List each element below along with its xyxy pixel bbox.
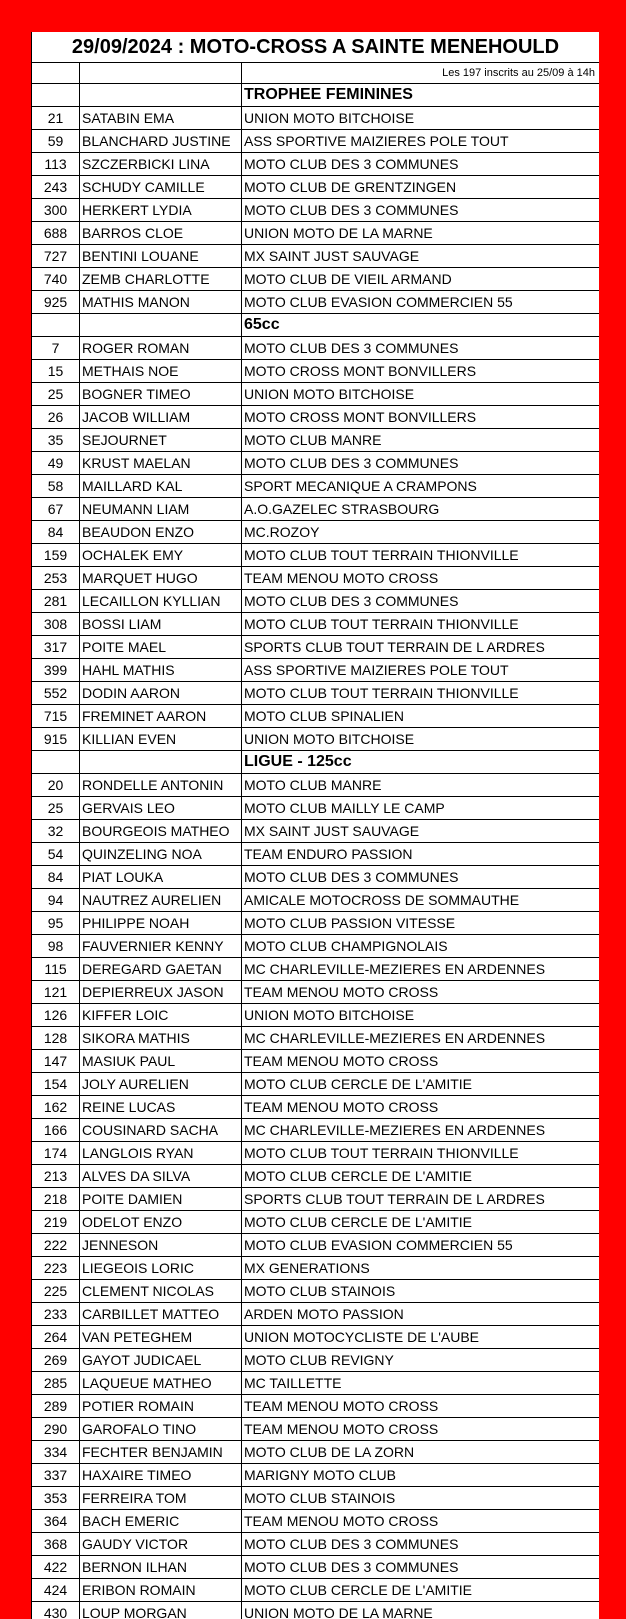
club-name: TEAM MENOU MOTO CROSS <box>242 1395 600 1418</box>
race-number: 688 <box>32 222 80 245</box>
club-name: UNION MOTO BITCHOISE <box>242 107 600 130</box>
club-name: MOTO CLUB REVIGNY <box>242 1349 600 1372</box>
club-name: MOTO CLUB STAINOIS <box>242 1280 600 1303</box>
table-row <box>32 1579 600 1602</box>
club-name: MOTO CLUB CERCLE DE L'AMITIE <box>242 1211 600 1234</box>
club-name: MOTO CLUB DES 3 COMMUNES <box>242 590 600 613</box>
race-number: 174 <box>32 1142 80 1165</box>
table-row <box>32 383 600 406</box>
club-name: MOTO CLUB MANRE <box>242 429 600 452</box>
table-row <box>32 1211 600 1234</box>
club-name: MOTO CLUB DES 3 COMMUNES <box>242 866 600 889</box>
table-row <box>32 1188 600 1211</box>
table-row <box>32 245 600 268</box>
rider-name: HAHL MATHIS <box>80 659 242 682</box>
rider-name: REINE LUCAS <box>80 1096 242 1119</box>
rider-name: DODIN AARON <box>80 682 242 705</box>
race-number: 223 <box>32 1257 80 1280</box>
category-header-row <box>32 84 600 107</box>
race-number: 113 <box>32 153 80 176</box>
subtitle-row <box>32 63 600 84</box>
rider-name: SCHUDY CAMILLE <box>80 176 242 199</box>
club-name: MOTO CLUB STAINOIS <box>242 1487 600 1510</box>
club-name: MOTO CLUB MANRE <box>242 774 600 797</box>
table-row <box>32 1510 600 1533</box>
race-number: 25 <box>32 383 80 406</box>
rider-name: OCHALEK EMY <box>80 544 242 567</box>
table-row <box>32 567 600 590</box>
race-number: 84 <box>32 521 80 544</box>
table-row <box>32 130 600 153</box>
club-name: AMICALE MOTOCROSS DE SOMMAUTHE <box>242 889 600 912</box>
club-name: MOTO CLUB DE LA ZORN <box>242 1441 600 1464</box>
race-number: 49 <box>32 452 80 475</box>
rider-name: BLANCHARD JUSTINE <box>80 130 242 153</box>
table-row <box>32 1533 600 1556</box>
race-number: 126 <box>32 1004 80 1027</box>
club-name: MOTO CLUB TOUT TERRAIN THIONVILLE <box>242 1142 600 1165</box>
blank-cell <box>80 84 242 107</box>
race-number: 552 <box>32 682 80 705</box>
category-header-row <box>32 751 600 774</box>
rider-name: ALVES DA SILVA <box>80 1165 242 1188</box>
rider-name: KILLIAN EVEN <box>80 728 242 751</box>
rider-name: CARBILLET MATTEO <box>80 1303 242 1326</box>
table-row <box>32 1027 600 1050</box>
table-row <box>32 337 600 360</box>
race-number: 364 <box>32 1510 80 1533</box>
race-number: 213 <box>32 1165 80 1188</box>
table-row <box>32 1441 600 1464</box>
race-number: 67 <box>32 498 80 521</box>
race-number: 353 <box>32 1487 80 1510</box>
club-name: MOTO CROSS MONT BONVILLERS <box>242 360 600 383</box>
entry-table <box>31 32 599 1619</box>
rider-name: HERKERT LYDIA <box>80 199 242 222</box>
club-name: MOTO CLUB EVASION COMMERCIEN 55 <box>242 1234 600 1257</box>
club-name: MC TAILLETTE <box>242 1372 600 1395</box>
table-row <box>32 843 600 866</box>
race-number: 84 <box>32 866 80 889</box>
table-row <box>32 475 600 498</box>
club-name: MC CHARLEVILLE-MEZIERES EN ARDENNES <box>242 1027 600 1050</box>
club-name: UNION MOTO BITCHOISE <box>242 1004 600 1027</box>
table-row <box>32 705 600 728</box>
race-number: 225 <box>32 1280 80 1303</box>
race-number: 915 <box>32 728 80 751</box>
club-name: MOTO CLUB PASSION VITESSE <box>242 912 600 935</box>
rider-name: LAQUEUE MATHEO <box>80 1372 242 1395</box>
club-name: MOTO CLUB SPINALIEN <box>242 705 600 728</box>
table-row <box>32 1464 600 1487</box>
rider-name: MATHIS MANON <box>80 291 242 314</box>
table-row <box>32 498 600 521</box>
race-number: 715 <box>32 705 80 728</box>
race-number: 337 <box>32 1464 80 1487</box>
category-header-row <box>32 314 600 337</box>
club-name: MX SAINT JUST SAUVAGE <box>242 820 600 843</box>
race-number: 21 <box>32 107 80 130</box>
table-row <box>32 1257 600 1280</box>
table-row <box>32 935 600 958</box>
table-row <box>32 268 600 291</box>
race-number: 424 <box>32 1579 80 1602</box>
table-row <box>32 1326 600 1349</box>
category-title: TROPHEE FEMININES <box>242 84 600 107</box>
rider-name: FECHTER BENJAMIN <box>80 1441 242 1464</box>
table-row <box>32 452 600 475</box>
rider-name: QUINZELING NOA <box>80 843 242 866</box>
race-number: 15 <box>32 360 80 383</box>
club-name: ASS SPORTIVE MAIZIERES POLE TOUT <box>242 659 600 682</box>
table-row <box>32 360 600 383</box>
table-row <box>32 774 600 797</box>
club-name: MOTO CLUB DES 3 COMMUNES <box>242 199 600 222</box>
club-name: UNION MOTOCYCLISTE DE L'AUBE <box>242 1326 600 1349</box>
rider-name: GAROFALO TINO <box>80 1418 242 1441</box>
table-row <box>32 1372 600 1395</box>
race-number: 925 <box>32 291 80 314</box>
race-number: 222 <box>32 1234 80 1257</box>
page-title: 29/09/2024 : MOTO-CROSS A SAINTE MENEHOULD <box>32 32 600 63</box>
race-number: 289 <box>32 1395 80 1418</box>
rider-name: BARROS CLOE <box>80 222 242 245</box>
rider-name: JACOB WILLIAM <box>80 406 242 429</box>
rider-name: LECAILLON KYLLIAN <box>80 590 242 613</box>
rider-name: HAXAIRE TIMEO <box>80 1464 242 1487</box>
rider-name: CLEMENT NICOLAS <box>80 1280 242 1303</box>
rider-name: ERIBON ROMAIN <box>80 1579 242 1602</box>
table-row <box>32 1602 600 1619</box>
table-row <box>32 1004 600 1027</box>
club-name: TEAM MENOU MOTO CROSS <box>242 567 600 590</box>
blank-cell <box>32 84 80 107</box>
table-row <box>32 1050 600 1073</box>
race-number: 35 <box>32 429 80 452</box>
club-name: ARDEN MOTO PASSION <box>242 1303 600 1326</box>
race-number: 253 <box>32 567 80 590</box>
club-name: MARIGNY MOTO CLUB <box>242 1464 600 1487</box>
table-row <box>32 636 600 659</box>
club-name: SPORT MECANIQUE A CRAMPONS <box>242 475 600 498</box>
race-number: 32 <box>32 820 80 843</box>
table-row <box>32 866 600 889</box>
club-name: MOTO CLUB CERCLE DE L'AMITIE <box>242 1579 600 1602</box>
rider-name: RONDELLE ANTONIN <box>80 774 242 797</box>
table-row <box>32 682 600 705</box>
table-row <box>32 797 600 820</box>
table-row <box>32 406 600 429</box>
race-number: 317 <box>32 636 80 659</box>
category-title: 65cc <box>242 314 600 337</box>
club-name: MOTO CLUB EVASION COMMERCIEN 55 <box>242 291 600 314</box>
table-row <box>32 613 600 636</box>
table-row <box>32 981 600 1004</box>
club-name: TEAM ENDURO PASSION <box>242 843 600 866</box>
club-name: TEAM MENOU MOTO CROSS <box>242 1096 600 1119</box>
rider-name: COUSINARD SACHA <box>80 1119 242 1142</box>
table-row <box>32 1556 600 1579</box>
race-number: 154 <box>32 1073 80 1096</box>
rider-name: SIKORA MATHIS <box>80 1027 242 1050</box>
rider-name: KIFFER LOIC <box>80 1004 242 1027</box>
club-name: MOTO CLUB TOUT TERRAIN THIONVILLE <box>242 613 600 636</box>
race-number: 219 <box>32 1211 80 1234</box>
race-number: 368 <box>32 1533 80 1556</box>
rider-name: LIEGEOIS LORIC <box>80 1257 242 1280</box>
blank-cell <box>80 314 242 337</box>
race-number: 7 <box>32 337 80 360</box>
table-row <box>32 1234 600 1257</box>
rider-name: GAUDY VICTOR <box>80 1533 242 1556</box>
club-name: UNION MOTO DE LA MARNE <box>242 222 600 245</box>
rider-name: DEPIERREUX JASON <box>80 981 242 1004</box>
club-name: MOTO CLUB DE GRENTZINGEN <box>242 176 600 199</box>
race-number: 115 <box>32 958 80 981</box>
rider-name: FREMINET AARON <box>80 705 242 728</box>
club-name: UNION MOTO BITCHOISE <box>242 728 600 751</box>
rider-name: NEUMANN LIAM <box>80 498 242 521</box>
rider-name: SATABIN EMA <box>80 107 242 130</box>
table-row <box>32 1165 600 1188</box>
rider-name: PIAT LOUKA <box>80 866 242 889</box>
race-number: 233 <box>32 1303 80 1326</box>
rider-name: MAILLARD KAL <box>80 475 242 498</box>
rider-name: FAUVERNIER KENNY <box>80 935 242 958</box>
race-number: 58 <box>32 475 80 498</box>
table-row <box>32 912 600 935</box>
rider-name: ODELOT ENZO <box>80 1211 242 1234</box>
club-name: UNION MOTO DE LA MARNE <box>242 1602 600 1619</box>
race-number: 422 <box>32 1556 80 1579</box>
rider-name: NAUTREZ AURELIEN <box>80 889 242 912</box>
rider-name: FERREIRA TOM <box>80 1487 242 1510</box>
race-number: 264 <box>32 1326 80 1349</box>
club-name: MOTO CLUB DES 3 COMMUNES <box>242 153 600 176</box>
rider-name: SZCZERBICKI LINA <box>80 153 242 176</box>
club-name: SPORTS CLUB TOUT TERRAIN DE L ARDRES <box>242 1188 600 1211</box>
rider-name: BERNON ILHAN <box>80 1556 242 1579</box>
rider-name: GERVAIS LEO <box>80 797 242 820</box>
rider-name: PHILIPPE NOAH <box>80 912 242 935</box>
race-number: 162 <box>32 1096 80 1119</box>
rider-name: DEREGARD GAETAN <box>80 958 242 981</box>
table-row <box>32 1487 600 1510</box>
table-row <box>32 889 600 912</box>
table-row <box>32 1073 600 1096</box>
registration-note: Les 197 inscrits au 25/09 à 14h <box>242 63 600 84</box>
club-name: MOTO CROSS MONT BONVILLERS <box>242 406 600 429</box>
race-number: 25 <box>32 797 80 820</box>
race-number: 20 <box>32 774 80 797</box>
table-row <box>32 1418 600 1441</box>
race-number: 98 <box>32 935 80 958</box>
registration-sheet <box>31 32 599 1619</box>
table-row <box>32 728 600 751</box>
table-row <box>32 544 600 567</box>
club-name: SPORTS CLUB TOUT TERRAIN DE L ARDRES <box>242 636 600 659</box>
table-row <box>32 820 600 843</box>
race-number: 128 <box>32 1027 80 1050</box>
table-row <box>32 199 600 222</box>
club-name: MC.ROZOY <box>242 521 600 544</box>
race-number: 94 <box>32 889 80 912</box>
rider-name: JOLY AURELIEN <box>80 1073 242 1096</box>
club-name: TEAM MENOU MOTO CROSS <box>242 1510 600 1533</box>
club-name: MOTO CLUB DES 3 COMMUNES <box>242 1556 600 1579</box>
race-number: 290 <box>32 1418 80 1441</box>
club-name: UNION MOTO BITCHOISE <box>242 383 600 406</box>
table-row <box>32 1349 600 1372</box>
table-row <box>32 1096 600 1119</box>
blank-cell <box>80 751 242 774</box>
rider-name: SEJOURNET <box>80 429 242 452</box>
blank-cell <box>32 63 80 84</box>
table-row <box>32 176 600 199</box>
rider-name: MARQUET HUGO <box>80 567 242 590</box>
table-row <box>32 521 600 544</box>
race-number: 59 <box>32 130 80 153</box>
race-number: 166 <box>32 1119 80 1142</box>
rider-name: JENNESON <box>80 1234 242 1257</box>
rider-name: KRUST MAELAN <box>80 452 242 475</box>
club-name: TEAM MENOU MOTO CROSS <box>242 1050 600 1073</box>
race-number: 159 <box>32 544 80 567</box>
rider-name: BOURGEOIS MATHEO <box>80 820 242 843</box>
club-name: MOTO CLUB DES 3 COMMUNES <box>242 452 600 475</box>
rider-name: BENTINI LOUANE <box>80 245 242 268</box>
rider-name: LOUP MORGAN <box>80 1602 242 1619</box>
table-row <box>32 1395 600 1418</box>
club-name: MX SAINT JUST SAUVAGE <box>242 245 600 268</box>
race-number: 727 <box>32 245 80 268</box>
rider-name: METHAIS NOE <box>80 360 242 383</box>
club-name: MC CHARLEVILLE-MEZIERES EN ARDENNES <box>242 1119 600 1142</box>
club-name: MOTO CLUB TOUT TERRAIN THIONVILLE <box>242 682 600 705</box>
club-name: TEAM MENOU MOTO CROSS <box>242 981 600 1004</box>
table-row <box>32 590 600 613</box>
race-number: 269 <box>32 1349 80 1372</box>
club-name: MOTO CLUB DES 3 COMMUNES <box>242 337 600 360</box>
race-number: 218 <box>32 1188 80 1211</box>
rider-name: POITE DAMIEN <box>80 1188 242 1211</box>
club-name: MOTO CLUB CERCLE DE L'AMITIE <box>242 1165 600 1188</box>
rider-name: BEAUDON ENZO <box>80 521 242 544</box>
race-number: 281 <box>32 590 80 613</box>
race-number: 95 <box>32 912 80 935</box>
blank-cell <box>32 314 80 337</box>
rider-name: VAN PETEGHEM <box>80 1326 242 1349</box>
club-name: MOTO CLUB DES 3 COMMUNES <box>242 1533 600 1556</box>
club-name: MOTO CLUB DE VIEIL ARMAND <box>242 268 600 291</box>
race-number: 740 <box>32 268 80 291</box>
race-number: 300 <box>32 199 80 222</box>
table-row <box>32 153 600 176</box>
club-name: MC CHARLEVILLE-MEZIERES EN ARDENNES <box>242 958 600 981</box>
table-row <box>32 291 600 314</box>
rider-name: GAYOT JUDICAEL <box>80 1349 242 1372</box>
race-number: 26 <box>32 406 80 429</box>
blank-cell <box>80 63 242 84</box>
club-name: MOTO CLUB CHAMPIGNOLAIS <box>242 935 600 958</box>
rider-name: POITE MAEL <box>80 636 242 659</box>
race-number: 243 <box>32 176 80 199</box>
club-name: MOTO CLUB MAILLY LE CAMP <box>242 797 600 820</box>
race-number: 147 <box>32 1050 80 1073</box>
club-name: MOTO CLUB TOUT TERRAIN THIONVILLE <box>242 544 600 567</box>
table-row <box>32 429 600 452</box>
rider-name: ZEMB CHARLOTTE <box>80 268 242 291</box>
race-number: 308 <box>32 613 80 636</box>
rider-name: BOSSI LIAM <box>80 613 242 636</box>
race-number: 54 <box>32 843 80 866</box>
club-name: MOTO CLUB CERCLE DE L'AMITIE <box>242 1073 600 1096</box>
club-name: MX GENERATIONS <box>242 1257 600 1280</box>
title-row <box>32 32 600 63</box>
race-number: 121 <box>32 981 80 1004</box>
table-row <box>32 659 600 682</box>
table-row <box>32 222 600 245</box>
blank-cell <box>32 751 80 774</box>
rider-name: LANGLOIS RYAN <box>80 1142 242 1165</box>
table-row <box>32 1280 600 1303</box>
table-row <box>32 958 600 981</box>
rider-name: BOGNER TIMEO <box>80 383 242 406</box>
rider-name: POTIER ROMAIN <box>80 1395 242 1418</box>
club-name: TEAM MENOU MOTO CROSS <box>242 1418 600 1441</box>
race-number: 399 <box>32 659 80 682</box>
club-name: A.O.GAZELEC STRASBOURG <box>242 498 600 521</box>
table-row <box>32 1142 600 1165</box>
club-name: ASS SPORTIVE MAIZIERES POLE TOUT <box>242 130 600 153</box>
table-row <box>32 1119 600 1142</box>
race-number: 430 <box>32 1602 80 1619</box>
race-number: 285 <box>32 1372 80 1395</box>
table-row <box>32 107 600 130</box>
race-number: 334 <box>32 1441 80 1464</box>
rider-name: MASIUK PAUL <box>80 1050 242 1073</box>
rider-name: ROGER ROMAN <box>80 337 242 360</box>
rider-name: BACH EMERIC <box>80 1510 242 1533</box>
table-row <box>32 1303 600 1326</box>
category-title: LIGUE - 125cc <box>242 751 600 774</box>
